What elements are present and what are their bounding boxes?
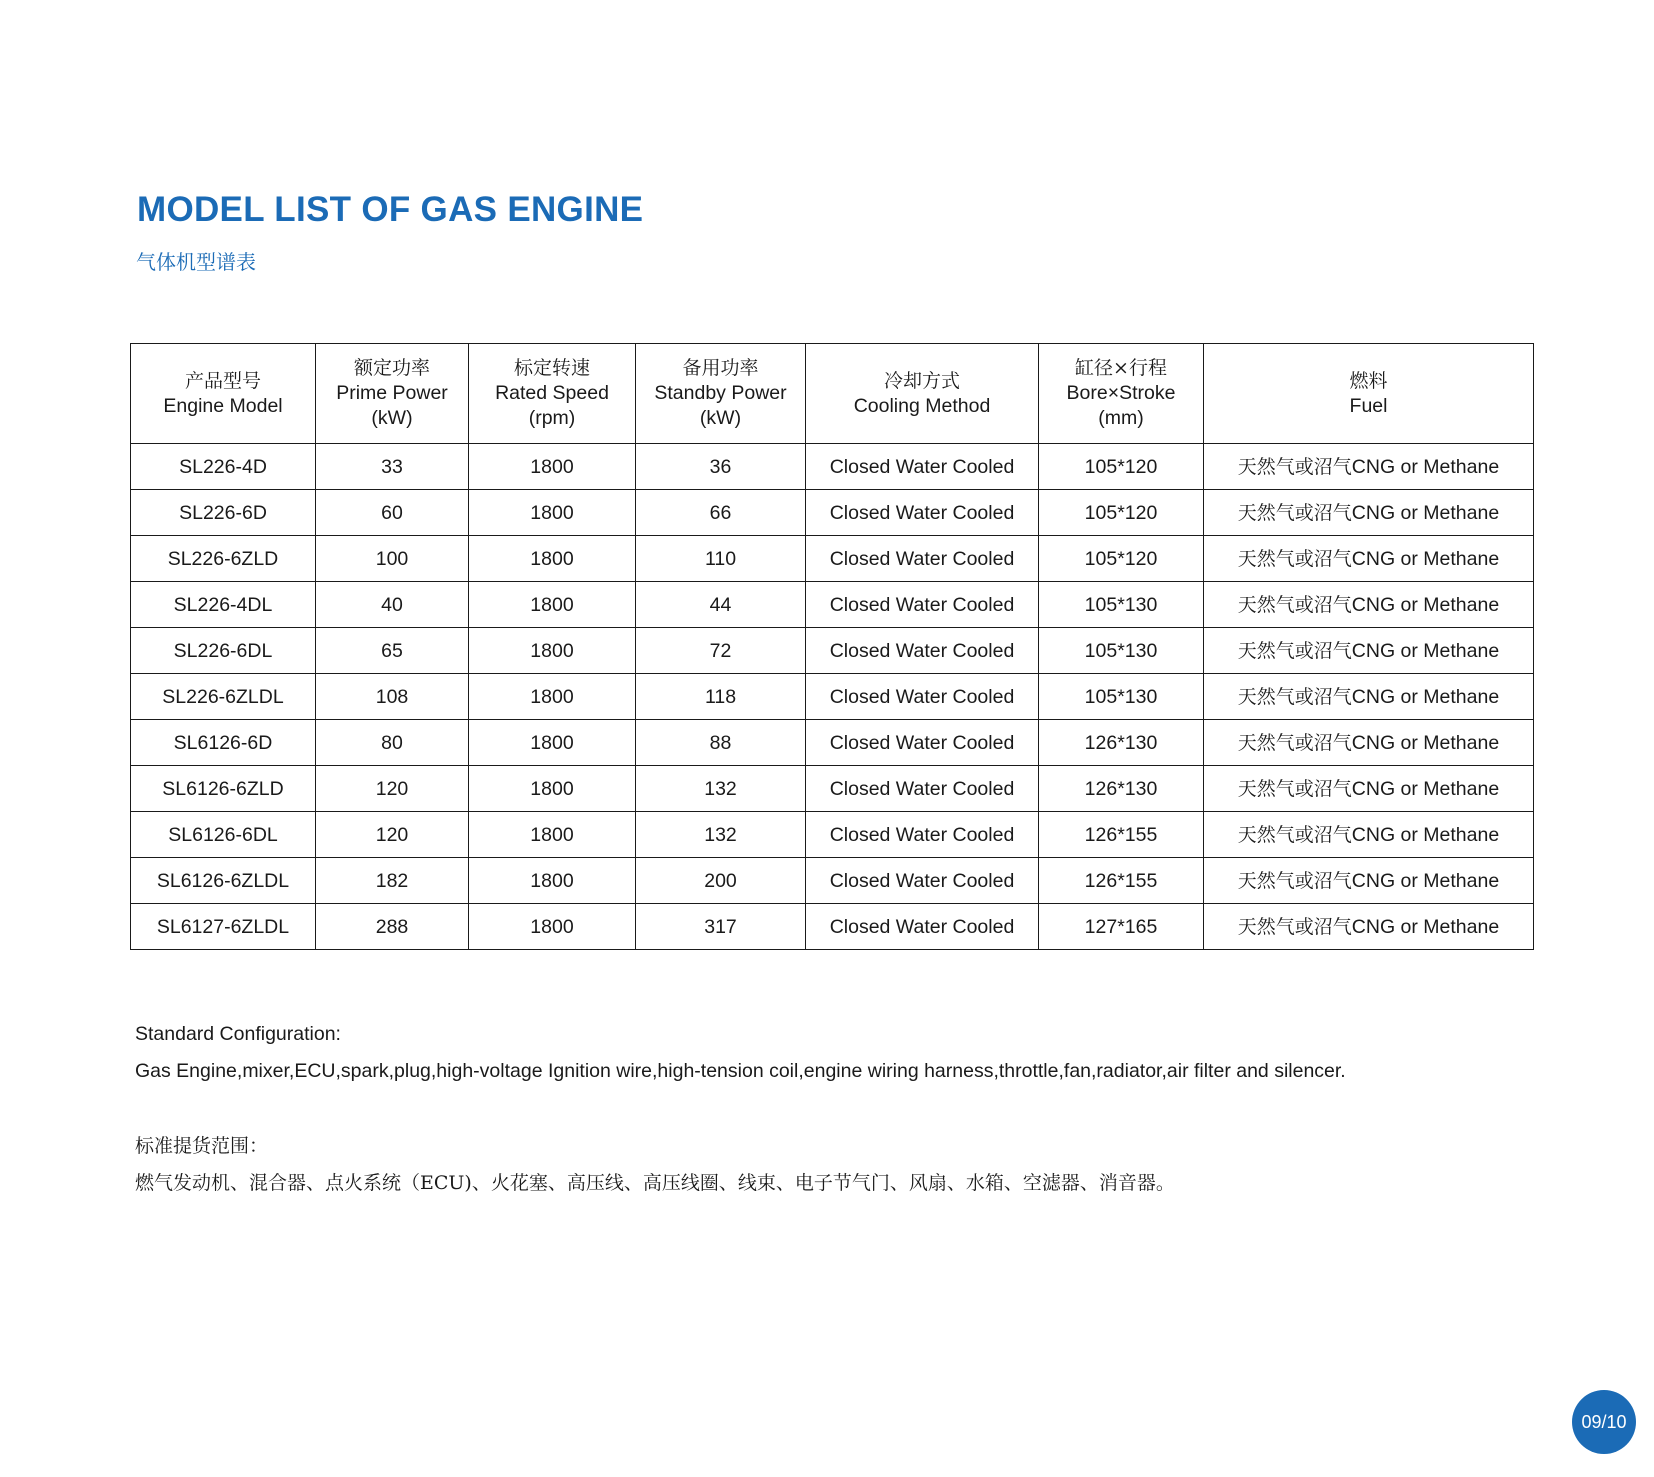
prime-power-cell: 40: [316, 582, 469, 628]
column-header-en: Cooling Method: [853, 394, 991, 417]
table-row: [131, 490, 1534, 536]
rated-speed-cell: 1800: [469, 812, 636, 858]
prime-power-cell: 80: [316, 720, 469, 766]
engine-model-cell: SL6126-6D: [131, 720, 316, 766]
fuel-en: CNG or Methane: [1351, 777, 1500, 800]
prime-power-cell: 108: [316, 674, 469, 720]
table-body: [131, 444, 1534, 950]
cooling-method-cell: Closed Water Cooled: [806, 904, 1039, 950]
bore-stroke-cell: 126*130: [1039, 766, 1204, 812]
bore-stroke-cell: 105*130: [1039, 674, 1204, 720]
cooling-method-cell: Closed Water Cooled: [806, 536, 1039, 582]
standby-power-cell: 132: [636, 812, 806, 858]
fuel-cell: [1204, 536, 1534, 582]
standby-power-cell: 317: [636, 904, 806, 950]
column-header-unit: (rpm): [528, 407, 576, 429]
fuel-cell: [1204, 812, 1534, 858]
cooling-method-cell: Closed Water Cooled: [806, 766, 1039, 812]
column-header-cn: 备用功率: [682, 357, 759, 379]
engine-model-cell: SL6126-6ZLD: [131, 766, 316, 812]
engine-model-cell: SL6126-6ZLDL: [131, 858, 316, 904]
prime-power-cell: 288: [316, 904, 469, 950]
fuel-cn: 天然气或沼气: [1237, 869, 1352, 892]
bore-stroke-cell: 126*155: [1039, 858, 1204, 904]
cooling-method-cell: Closed Water Cooled: [806, 444, 1039, 490]
column-header: [636, 344, 806, 444]
bore-stroke-cell: 105*120: [1039, 490, 1204, 536]
column-header-en: Bore×Stroke: [1066, 382, 1176, 404]
fuel-cell: [1204, 674, 1534, 720]
standard-configuration-text: Gas Engine,mixer,ECU,spark,plug,high-voltage Ignition wire,high-tension coil,engine wiring harness,throttle,fan,radiator,air filter and silencer.: [135, 1060, 1346, 1082]
rated-speed-cell: 1800: [469, 536, 636, 582]
column-header-en: Standby Power: [654, 382, 787, 404]
bore-stroke-cell: 105*130: [1039, 582, 1204, 628]
fuel-cell: [1204, 858, 1534, 904]
gas-engine-model-table: [130, 343, 1534, 950]
fuel-cell: [1204, 720, 1534, 766]
prime-power-cell: 60: [316, 490, 469, 536]
rated-speed-cell: 1800: [469, 628, 636, 674]
fuel-en: CNG or Methane: [1351, 593, 1500, 616]
column-header: [1039, 344, 1204, 444]
engine-model-cell: SL226-4D: [131, 444, 316, 490]
fuel-cell: [1204, 628, 1534, 674]
fuel-cell: [1204, 904, 1534, 950]
fuel-cn: 天然气或沼气: [1237, 823, 1352, 846]
column-header-cn: 额定功率: [353, 357, 430, 379]
table-row: [131, 858, 1534, 904]
standby-power-cell: 72: [636, 628, 806, 674]
column-header: [469, 344, 636, 444]
column-header-cn: 燃料: [1349, 369, 1388, 392]
prime-power-cell: 100: [316, 536, 469, 582]
rated-speed-cell: 1800: [469, 444, 636, 490]
fuel-cn: 天然气或沼气: [1237, 455, 1352, 478]
table-row: [131, 812, 1534, 858]
column-header-en: Engine Model: [163, 394, 283, 417]
cooling-method-cell: Closed Water Cooled: [806, 720, 1039, 766]
bore-stroke-cell: 105*120: [1039, 536, 1204, 582]
engine-model-cell: SL226-6DL: [131, 628, 316, 674]
standard-configuration-heading: Standard Configuration:: [135, 1023, 341, 1045]
cooling-method-cell: Closed Water Cooled: [806, 490, 1039, 536]
engine-model-cell: SL226-6ZLD: [131, 536, 316, 582]
column-header-cn: 标定转速: [513, 357, 590, 379]
fuel-en: CNG or Methane: [1351, 915, 1500, 938]
standby-power-cell: 132: [636, 766, 806, 812]
fuel-en: CNG or Methane: [1351, 685, 1500, 708]
fuel-cell: [1204, 582, 1534, 628]
rated-speed-cell: 1800: [469, 720, 636, 766]
engine-model-cell: SL226-6ZLDL: [131, 674, 316, 720]
page-number-badge: 09/10: [1572, 1390, 1636, 1454]
bore-stroke-cell: 105*120: [1039, 444, 1204, 490]
fuel-cn: 天然气或沼气: [1237, 777, 1352, 800]
prime-power-cell: 182: [316, 858, 469, 904]
fuel-en: CNG or Methane: [1351, 823, 1500, 846]
fuel-cell: [1204, 766, 1534, 812]
column-header-cn: 缸径×行程: [1075, 357, 1167, 379]
table-row: [131, 720, 1534, 766]
fuel-cn: 天然气或沼气: [1237, 501, 1352, 524]
prime-power-cell: 120: [316, 766, 469, 812]
fuel-cn: 天然气或沼气: [1237, 547, 1352, 570]
fuel-cn: 天然气或沼气: [1237, 915, 1352, 938]
column-header-unit: (mm): [1098, 407, 1144, 429]
column-header-unit: (kW): [371, 407, 413, 429]
rated-speed-cell: 1800: [469, 674, 636, 720]
cooling-method-cell: Closed Water Cooled: [806, 812, 1039, 858]
table-header-row: [131, 344, 1534, 444]
cooling-method-cell: Closed Water Cooled: [806, 628, 1039, 674]
table-row: [131, 444, 1534, 490]
table-row: [131, 674, 1534, 720]
bore-stroke-cell: 127*165: [1039, 904, 1204, 950]
cooling-method-cell: Closed Water Cooled: [806, 674, 1039, 720]
prime-power-cell: 65: [316, 628, 469, 674]
column-header-en: Prime Power: [336, 382, 448, 404]
column-header-cn: 冷却方式: [883, 369, 960, 392]
standby-power-cell: 66: [636, 490, 806, 536]
fuel-cell: [1204, 444, 1534, 490]
fuel-cn: 天然气或沼气: [1237, 593, 1352, 616]
engine-model-cell: SL6126-6DL: [131, 812, 316, 858]
fuel-en: CNG or Methane: [1351, 547, 1500, 570]
standby-power-cell: 110: [636, 536, 806, 582]
table-row: [131, 536, 1534, 582]
cooling-method-cell: Closed Water Cooled: [806, 582, 1039, 628]
fuel-en: CNG or Methane: [1351, 639, 1500, 662]
standby-power-cell: 36: [636, 444, 806, 490]
standby-power-cell: 88: [636, 720, 806, 766]
table-row: [131, 766, 1534, 812]
table-row: [131, 904, 1534, 950]
fuel-en: CNG or Methane: [1351, 869, 1500, 892]
prime-power-cell: 120: [316, 812, 469, 858]
page-title: MODEL LIST OF GAS ENGINE: [137, 190, 644, 229]
bore-stroke-cell: 126*130: [1039, 720, 1204, 766]
engine-model-cell: SL6127-6ZLDL: [131, 904, 316, 950]
column-header: [131, 344, 316, 444]
column-header-en: Rated Speed: [495, 382, 609, 404]
cooling-method-cell: Closed Water Cooled: [806, 858, 1039, 904]
fuel-en: CNG or Methane: [1351, 731, 1500, 754]
standard-configuration-cn-heading: 标准提货范围：: [135, 1135, 269, 1157]
fuel-cn: 天然气或沼气: [1237, 731, 1352, 754]
rated-speed-cell: 1800: [469, 904, 636, 950]
fuel-cell: [1204, 490, 1534, 536]
column-header: [806, 344, 1039, 444]
table-row: [131, 628, 1534, 674]
rated-speed-cell: 1800: [469, 766, 636, 812]
rated-speed-cell: 1800: [469, 490, 636, 536]
fuel-en: CNG or Methane: [1351, 455, 1500, 478]
column-header-en: Fuel: [1349, 394, 1388, 417]
fuel-cn: 天然气或沼气: [1237, 639, 1352, 662]
standby-power-cell: 118: [636, 674, 806, 720]
prime-power-cell: 33: [316, 444, 469, 490]
fuel-en: CNG or Methane: [1351, 501, 1500, 524]
rated-speed-cell: 1800: [469, 858, 636, 904]
bore-stroke-cell: 105*130: [1039, 628, 1204, 674]
fuel-cn: 天然气或沼气: [1237, 685, 1352, 708]
standard-configuration-cn-text: 燃气发动机、混合器、点火系统（ECU)、火花塞、高压线、高压线圈、线束、电子节气门、风扇、水箱、空滤器、消音器。: [135, 1172, 1175, 1194]
column-header-cn: 产品型号: [184, 369, 261, 392]
standby-power-cell: 44: [636, 582, 806, 628]
engine-model-cell: SL226-6D: [131, 490, 316, 536]
column-header: [1204, 344, 1534, 444]
column-header: [316, 344, 469, 444]
standby-power-cell: 200: [636, 858, 806, 904]
table-header: [131, 344, 1534, 444]
bore-stroke-cell: 126*155: [1039, 812, 1204, 858]
rated-speed-cell: 1800: [469, 582, 636, 628]
table-row: [131, 582, 1534, 628]
column-header-unit: (kW): [699, 407, 742, 429]
page-subtitle: 气体机型谱表: [136, 250, 256, 274]
engine-model-cell: SL226-4DL: [131, 582, 316, 628]
